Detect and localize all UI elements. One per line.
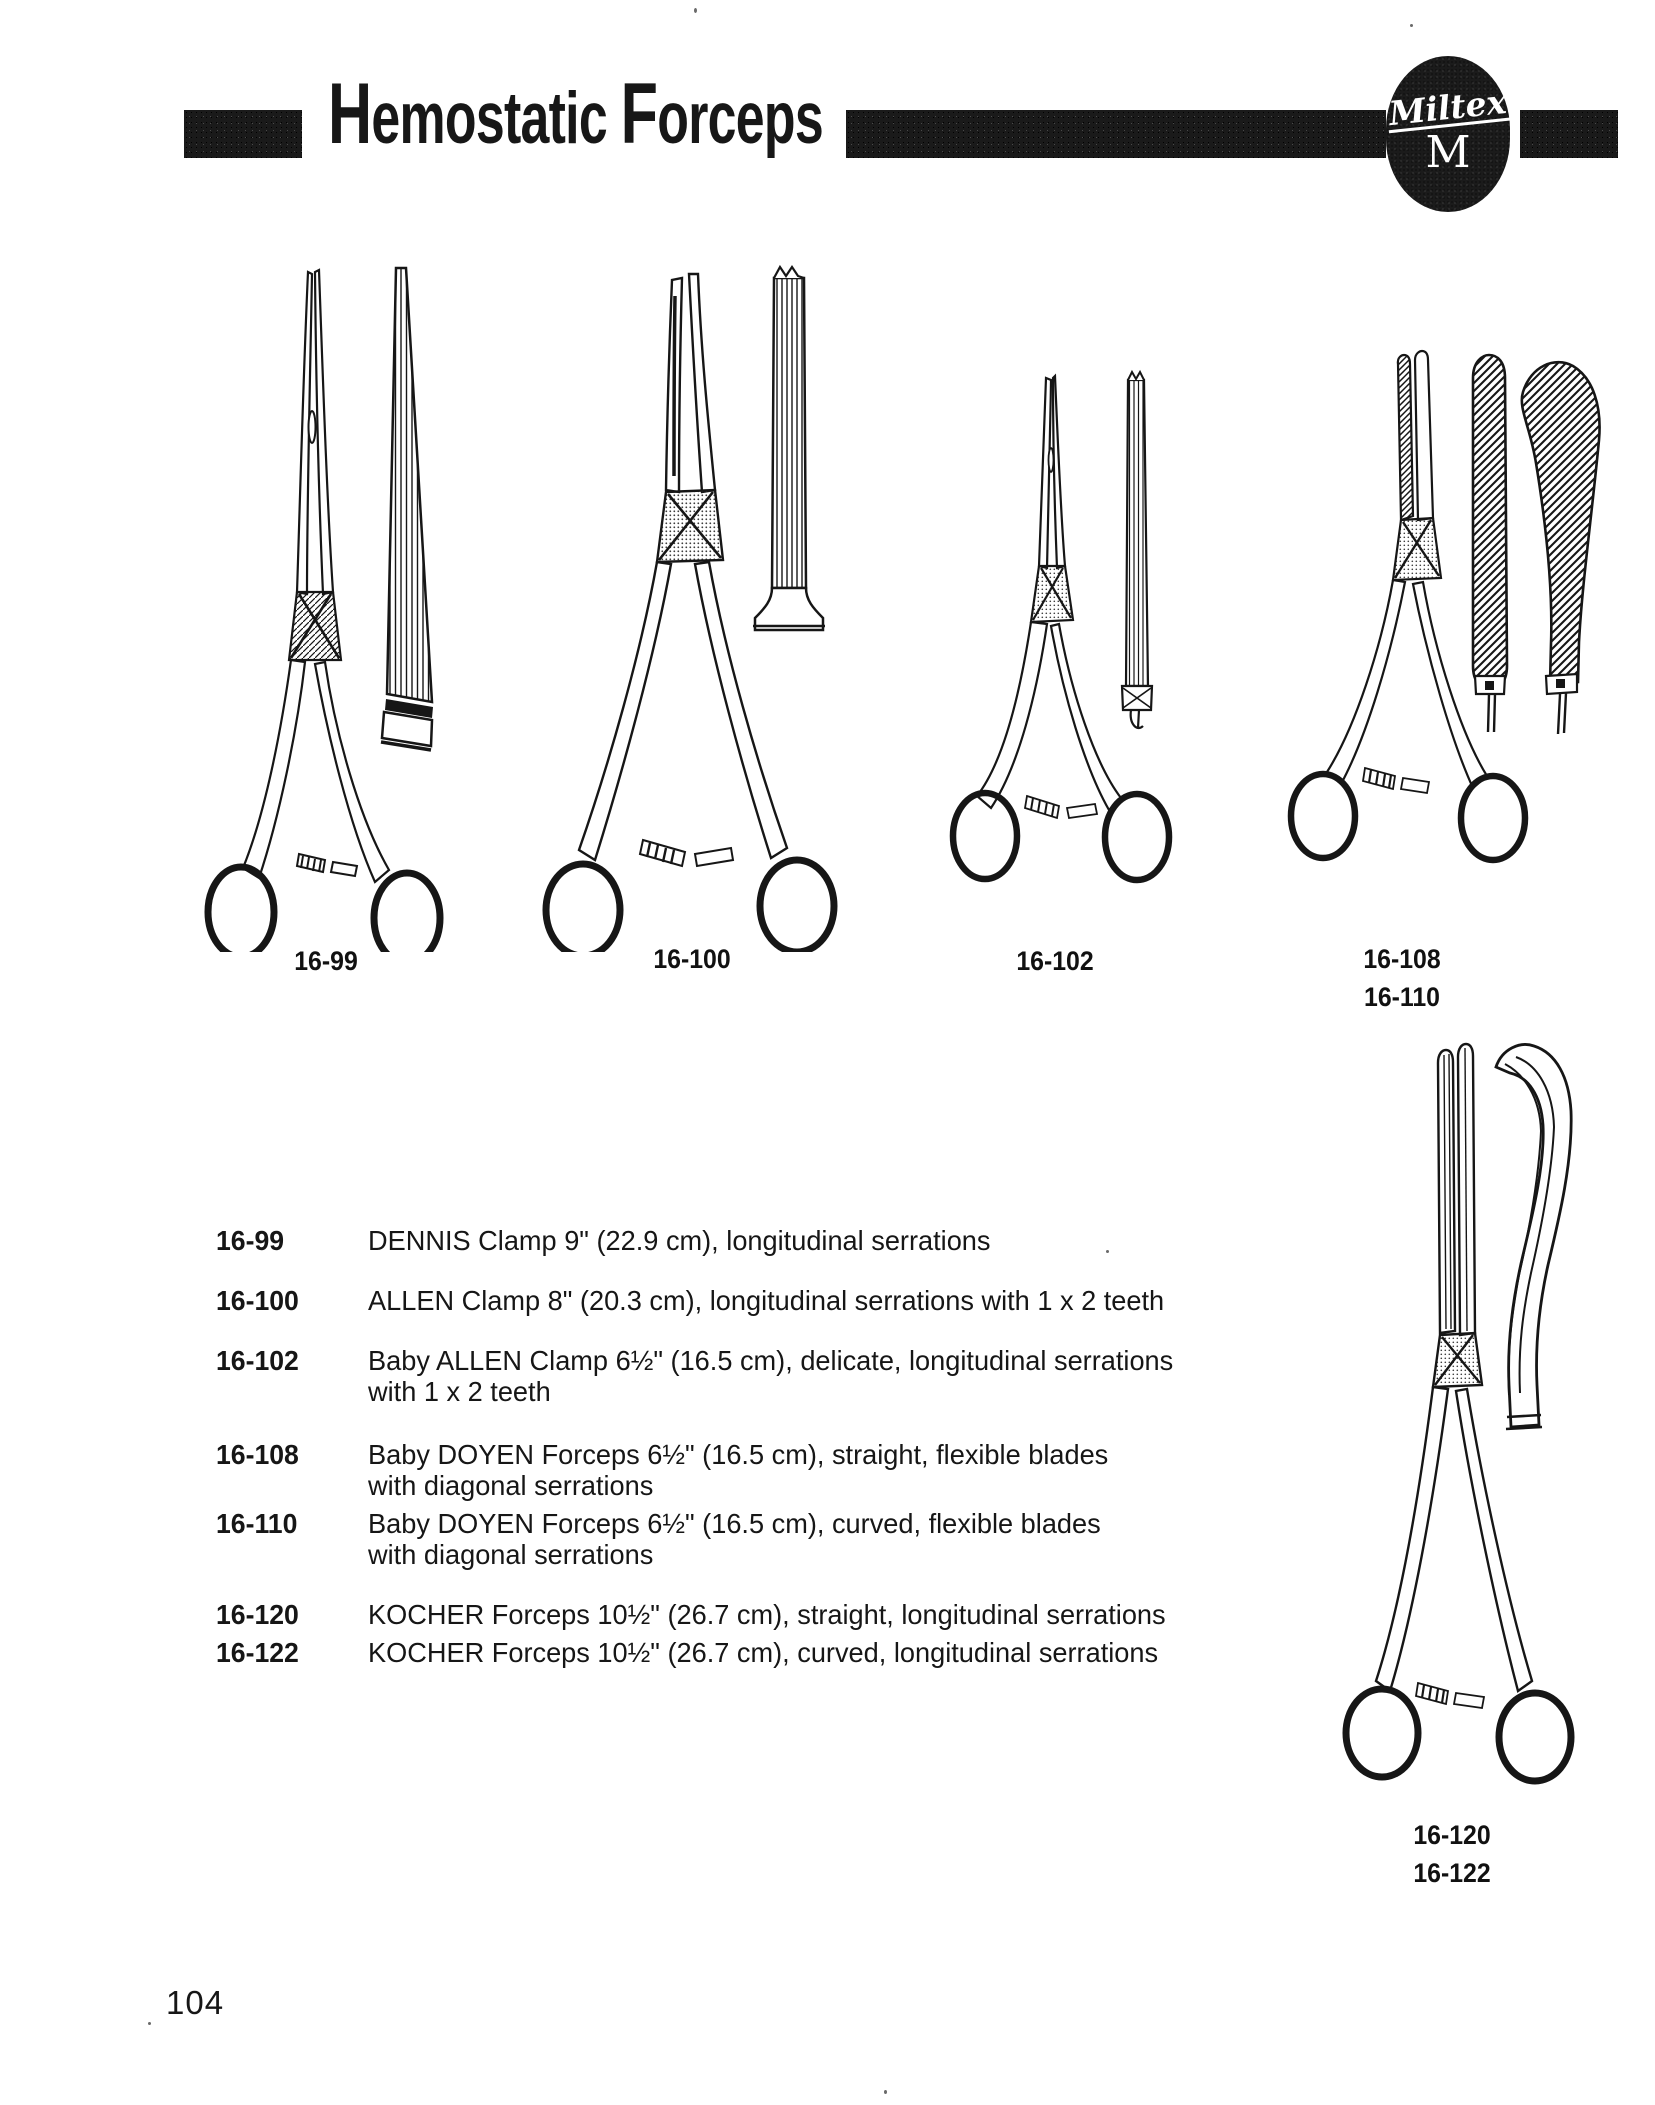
header-bar-right [1520, 110, 1618, 158]
blade-detail-curved [1522, 362, 1600, 734]
forceps-illustration-baby-allen [925, 368, 1180, 948]
item-code: 16-120 [216, 1599, 299, 1630]
scan-speck [148, 2022, 151, 2025]
forceps-illustration-allen [525, 262, 845, 952]
miltex-logo-monogram: M [1425, 126, 1471, 178]
item-description: ALLEN Clamp 8" (20.3 cm), longitudinal serrations with 1 x 2 teeth [368, 1285, 1165, 1316]
figure-16-120-16-122 [1300, 1033, 1630, 1813]
figure-caption: 16-99 [294, 946, 358, 976]
item-code: 16-102 [216, 1345, 299, 1376]
item-code: 16-122 [216, 1637, 299, 1668]
figure-16-100 [525, 262, 845, 952]
item-description: Baby DOYEN Forceps 6½" (16.5 cm), curved, flexible blades with diagonal serrations [368, 1508, 1101, 1570]
ratchet-lock [1363, 768, 1429, 793]
scan-speck [694, 8, 697, 13]
miltex-logo [1386, 56, 1510, 212]
blade-detail-straight [1473, 355, 1507, 732]
figure-caption: 16-110 [1364, 982, 1440, 1012]
title-initial: F [620, 66, 658, 162]
forceps-illustration-kocher [1300, 1033, 1630, 1813]
item-description: Baby ALLEN Clamp 6½" (16.5 cm), delicate, longitudinal serrations with 1 x 2 teeth [368, 1345, 1174, 1407]
figure-caption: 16-108 [1363, 944, 1441, 974]
tip-detail-1x2-teeth [753, 267, 825, 630]
item-description: KOCHER Forceps 10½" (26.7 cm), straight, longitudinal serrations [368, 1599, 1166, 1630]
forceps-illustration-baby-doyen [1255, 348, 1605, 948]
item-description: DENNIS Clamp 9" (22.9 cm), longitudinal serrations [368, 1225, 991, 1256]
item-code: 16-108 [216, 1439, 299, 1470]
header-bar-left [184, 110, 302, 158]
tip-detail-delicate [1122, 372, 1152, 728]
figure-16-102 [925, 368, 1180, 948]
tip-detail-longitudinal-serrations [381, 268, 433, 750]
figure-caption: 16-120 [1413, 1820, 1491, 1850]
item-description: KOCHER Forceps 10½" (26.7 cm), curved, longitudinal serrations [368, 1637, 1159, 1668]
scan-speck [884, 2090, 887, 2094]
ratchet-lock [297, 854, 357, 876]
figure-caption: 16-100 [653, 944, 731, 974]
page-number: 104 [166, 1984, 225, 2021]
miltex-logo-script: Miltex [1387, 81, 1509, 133]
blade-detail-curved-long [1496, 1045, 1571, 1429]
figure-caption: 16-102 [1016, 946, 1094, 976]
figure-caption: 16-122 [1413, 1858, 1491, 1888]
figure-16-99 [195, 262, 445, 952]
ratchet-lock [1416, 1683, 1484, 1708]
page-title: Hemostatic Forceps [328, 66, 823, 162]
scan-speck [1410, 24, 1413, 27]
ratchet-lock [1025, 796, 1097, 818]
scan-speck [1106, 1250, 1109, 1253]
forceps-illustration-dennis [195, 262, 445, 952]
item-code: 16-100 [216, 1285, 299, 1316]
item-description: Baby DOYEN Forceps 6½" (16.5 cm), straight, flexible blades with diagonal serrations [368, 1439, 1109, 1501]
title-initial: H [328, 66, 372, 162]
header-bar-middle [846, 110, 1386, 158]
figure-16-108-16-110 [1255, 348, 1605, 948]
ratchet-lock [640, 840, 733, 866]
item-code: 16-99 [216, 1225, 285, 1256]
item-code: 16-110 [216, 1508, 298, 1539]
